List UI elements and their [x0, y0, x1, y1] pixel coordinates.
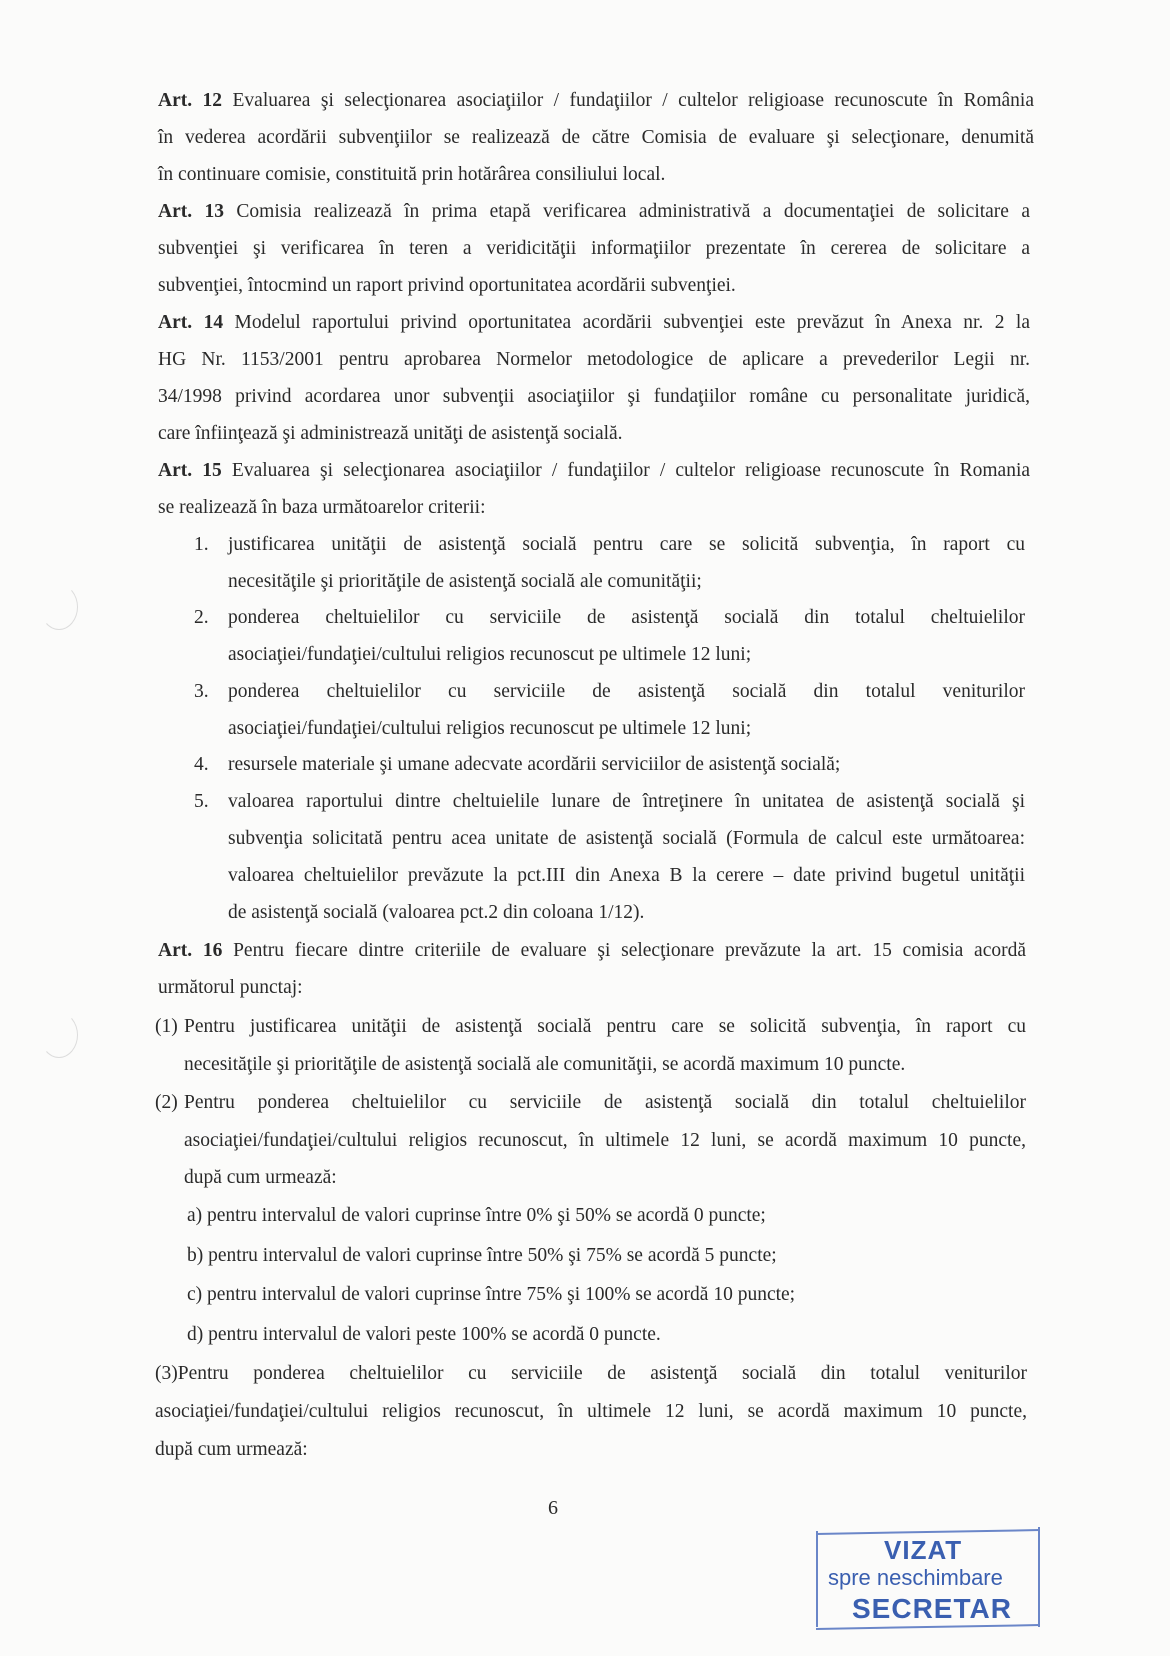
- criterion-3-line1: ponderea cheltuielilor cu serviciile de asistenţă socială din totalul veniturilor: [228, 681, 1025, 702]
- para-1-label: (1): [155, 1016, 178, 1037]
- art16-number: Art. 16: [158, 940, 223, 961]
- criterion-1-line1: justificarea unităţii de asistenţă socială pentru care se solicită subvenţia, în raport cu: [228, 534, 1025, 555]
- art15-number: Art. 15: [158, 460, 222, 481]
- art14-number: Art. 14: [158, 312, 224, 333]
- criterion-5-line3: valoarea cheltuielilor prevăzute la pct.III din Anexa B la cerere – date privind bugetul unităţii: [228, 865, 1025, 886]
- art15-text: Evaluarea şi selecţionarea asociaţiilor / fundaţiilor / cultelor religioase recunoscute în Romania: [231, 460, 1031, 481]
- stamp-border-right: [1038, 1527, 1040, 1627]
- criterion-2-line2: asociaţiei/fundaţiei/cultului religios recunoscut pe ultimele 12 luni;: [228, 644, 752, 665]
- art15-line1: [158, 458, 1030, 484]
- approval-stamp: [816, 1527, 1040, 1633]
- art14-line3: 34/1998 privind acordarea unor subvenţii asociaţiilor şi fundaţiilor române cu personalitate juridică,: [158, 386, 1030, 407]
- art12-line2: în vederea acordării subvenţiilor se realizează de către Comisia de evaluare şi selecţionare, denumită: [158, 127, 1034, 148]
- subitem-c: c) pentru intervalul de valori cuprinse între 75% şi 100% se acordă 10 puncte;: [187, 1284, 796, 1305]
- para-3-line1: [155, 1361, 1027, 1387]
- art12-text: Evaluarea şi selecţionarea asociaţiilor / fundaţiilor / cultelor religioase recunoscute în România: [232, 90, 1035, 111]
- para-3-text: Pentru ponderea cheltuielilor cu serviciile de asistenţă socială din totalul veniturilor: [177, 1363, 1027, 1384]
- criterion-5-line2: subvenţia solicitată pentru acea unitate de asistenţă socială (Formula de calcul este următoarea:: [228, 828, 1025, 849]
- art14-line1: [158, 310, 1030, 336]
- page-number: 6: [548, 1497, 558, 1519]
- criterion-2-line1: ponderea cheltuielilor cu serviciile de asistenţă socială din totalul cheltuielilor: [228, 607, 1025, 628]
- criterion-1-number: 1.: [194, 534, 209, 555]
- para-1-line2: necesităţile şi priorităţile de asistenţă socială ale comunităţii, se acordă maximum 10 puncte.: [184, 1054, 906, 1075]
- para-1-line1: Pentru justificarea unităţii de asistenţă socială pentru care se solicită subvenţia, în raport cu: [184, 1016, 1026, 1037]
- para-2-line1: Pentru ponderea cheltuielilor cu serviciile de asistenţă socială din totalul cheltuielilor: [184, 1092, 1026, 1113]
- stamp-line-neschimbare: spre neschimbare: [828, 1565, 1003, 1590]
- art12-line1: [158, 88, 1034, 114]
- art12-line3: în continuare comisie, constituită prin hotărârea consiliului local.: [158, 164, 666, 185]
- criterion-5-line1: valoarea raportului dintre cheltuielile lunare de întreţinere în unitatea de asistenţă socială şi: [228, 791, 1025, 812]
- art15-line2: se realizează în baza următoarelor criterii:: [158, 497, 486, 518]
- para-2-line2: asociaţiei/fundaţiei/cultului religios recunoscut, în ultimele 12 luni, se acordă maximum 10 puncte,: [184, 1130, 1026, 1151]
- criterion-4-line1: resursele materiale şi umane adecvate acordării serviciilor de asistenţă socială;: [228, 754, 841, 775]
- art14-line2: HG Nr. 1153/2001 pentru aprobarea Normelor metodologice de aplicare a prevederilor Legii nr.: [158, 349, 1030, 370]
- criterion-1-line2: necesităţile şi priorităţile de asistenţă socială ale comunităţii;: [228, 571, 702, 592]
- para-2-label: (2): [155, 1092, 178, 1113]
- art16-line2: următorul punctaj:: [158, 977, 303, 998]
- criterion-2-number: 2.: [194, 607, 209, 628]
- punch-hole-bottom: [40, 1012, 78, 1058]
- art12-number: Art. 12: [158, 90, 223, 111]
- stamp-line-secretar: SECRETAR: [852, 1593, 1012, 1624]
- art14-line4: care înfiinţează şi administrează unităţi de asistenţă socială.: [158, 423, 623, 444]
- criterion-3-number: 3.: [194, 681, 209, 702]
- art13-line2: subvenţiei şi verificarea în teren a veridicităţii informaţiilor prezentate în cererea de solicitare a: [158, 238, 1030, 259]
- criterion-5-number: 5.: [194, 791, 209, 812]
- subitem-a: a) pentru intervalul de valori cuprinse între 0% şi 50% se acordă 0 puncte;: [187, 1205, 766, 1226]
- stamp-border-left: [816, 1531, 818, 1627]
- criterion-5-line4: de asistenţă socială (valoarea pct.2 din coloana 1/12).: [228, 902, 645, 923]
- art16-text: Pentru fiecare dintre criteriile de evaluare şi selecţionare prevăzute la art. 15 comisia acordă: [233, 940, 1027, 961]
- para-3-label: (3): [155, 1363, 178, 1384]
- art16-line1: [158, 938, 1026, 964]
- criterion-4-number: 4.: [194, 754, 209, 775]
- para-3-line3: după cum urmează:: [155, 1439, 308, 1460]
- art13-line3: subvenţiei, întocmind un raport privind oportunitatea acordării subvenţiei.: [158, 275, 736, 296]
- art13-line1: [158, 199, 1030, 225]
- subitem-b: b) pentru intervalul de valori cuprinse între 50% şi 75% se acordă 5 puncte;: [187, 1245, 777, 1266]
- art14-text: Modelul raportului privind oportunitatea acordării subvenţiei este prevăzut în Anexa nr. 2 la: [234, 312, 1031, 333]
- para-2-line3: după cum urmează:: [184, 1167, 337, 1188]
- stamp-line-vizat: VIZAT: [884, 1535, 963, 1565]
- subitem-d: d) pentru intervalul de valori peste 100% se acordă 0 puncte.: [187, 1324, 661, 1345]
- punch-hole-top: [40, 584, 78, 630]
- art13-number: Art. 13: [158, 201, 225, 222]
- art13-text: Comisia realizează în prima etapă verificarea administrativă a documentaţiei de solicitare a: [236, 201, 1031, 222]
- criterion-3-line2: asociaţiei/fundaţiei/cultului religios recunoscut pe ultimele 12 luni;: [228, 718, 752, 739]
- para-3-line2: asociaţiei/fundaţiei/cultului religios recunoscut, în ultimele 12 luni, se acordă maximum 10 puncte,: [155, 1401, 1027, 1422]
